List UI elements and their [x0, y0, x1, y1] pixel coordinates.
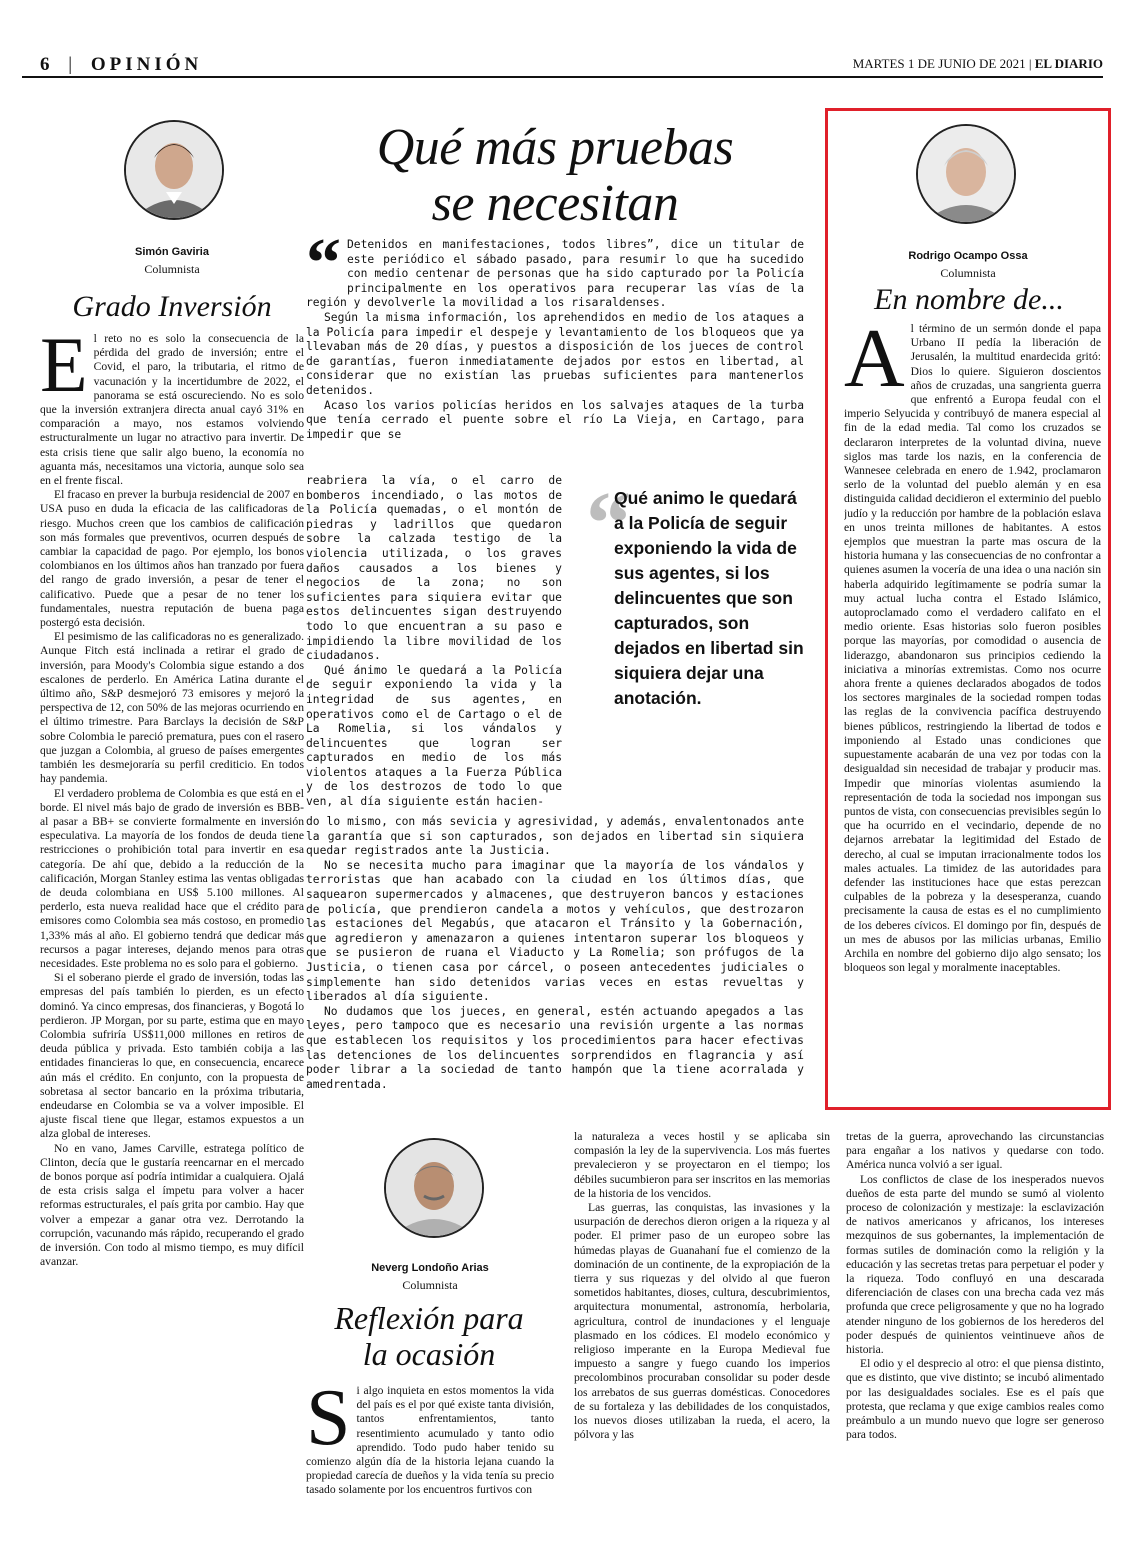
page-number: 6 — [40, 54, 54, 75]
column-title: Grado Inversión — [72, 290, 272, 323]
column-body-1: Si algo inquieta en estos momentos la vida del país es el por qué existe tanta división, tantos enfrentamientos, tanto resentimiento acumulado y tanto odio aprendido. Todo pudo haber tenido su comienzo algún día de la historia lejana cuando la propiedad carecía de dueños y la vida tenía su precio tasado solamente por los encuentros furtivos con — [306, 1384, 554, 1497]
drop-cap: S — [306, 1384, 351, 1462]
drop-cap: E — [40, 332, 88, 408]
author-role: Columnista — [940, 266, 996, 280]
avatar — [384, 1138, 484, 1238]
section-header: 6 | OPINIÓN — [40, 54, 203, 75]
editorial-title: Qué más pruebas se necesitan — [376, 119, 734, 232]
editorial-body-bottom: do lo mismo, con más sevicia y agresividad, y además, envalentonados ante la garantía que si son capturados, son dejados en libertad sin siquiera quedar registrados ante la Justicia. No se necesita mucho para imaginar que la mayoría de los vándalos y terroristas que han acabado con la ciudad en los últimos días, que saquearon supermercados y almacenes, que destruyeron bancos y estaciones de policía, que prendieron candela a motos y vehículos, que destrozaron las estaciones del Megabús, que atacaron el Tránsito y la Gobernación, que agredieron y amenazaron a quienes intentaron superar los bloqueos y que se pusieron de ruana el Viaducto y La Romelia; son prófugos de la Justicia, o tienen casa por cárcel, o poseen antecedentes judiciales o simplemente han sido detenidos varias veces en estas revueltas y liberados al día siguiente. No dudamos que los jueces, en general, estén actuando apegados a las leyes, pero tampoco que es necesario una revisión urgente a las normas que establecen los requisitos y los procedimientos para hacer efectivas las detenciones de los delincuentes sorprendidos en flagrancia y así poder librar a la sociedad de tanto hampón que la tiene acorralada y amedrentada. — [306, 815, 804, 1091]
portrait-image — [918, 126, 1014, 222]
pullquote-icon: “ — [586, 474, 631, 573]
column-body-3: tretas de la guerra, aprovechando las circunstancias para engañar a los nativos y quedarse con todo. América nunca volvió a ser igual. Los conflictos de clase de los inesperados nuevos dueños de esta parte del mundo se sumó al violento proceso de colonización y mestizaje: la esclavización de nativos americanos y africanos, los intereses mezquinos de sus gobernantes, la implementación de formas sutiles de dominación como la religión y la educación y las secretas tretas para perpetuar el poder y la riqueza. Todo confluyó en una descarada diferenciación de clases con una brecha cada vez más profunda que crece peligrosamente y que no ha logrado atender ninguno de los gobiernos de los herederos del poder después de quinientos veintinueve años de historia. El odio y el desprecio al otro: el que piensa distinto, que es distinto, que vive distinto; se incubó alimentado por las desigualdades sociales. Ese es el país que protesta, que reclama y que exige cambios reales como preámbulo a un mundo nuevo que logre ser generoso para todos. — [846, 1130, 1104, 1442]
column-title: En nombre de... — [874, 283, 1064, 316]
author-name: Simón Gaviria — [135, 246, 209, 258]
header-rule — [22, 76, 1103, 78]
author-role: Columnista — [402, 1278, 458, 1292]
issue-date: MARTES 1 DE JUNIO DE 2021 | EL DIARIO — [852, 56, 1103, 71]
open-quote-icon: “ — [306, 225, 341, 302]
pullquote: Qué animo le quedará a la Policía de seguir exponiendo la vida de sus agentes, si los delincuentes que son capturados, son dejados en libertad sin siquiera dejar una anotación. — [614, 488, 804, 708]
avatar — [124, 120, 224, 220]
column-title: Reflexión para la ocasión — [334, 1300, 524, 1372]
author-name: Rodrigo Ocampo Ossa — [908, 250, 1028, 262]
editorial-body-narrow: reabriera la vía, o el carro de bomberos incendiado, o las motos de la Policía quemadas, o el montón de piedras y ladrillos que quedaron sobre la calzada testigo de la violencia utilizada, o los graves daños causados a los bienes y negocios de la zona; no son suficientes para siquiera evitar que estos delincuentes sigan destruyendo todo lo que encuentran a su paso e impidiendo la libre movilidad de los ciudadanos. Qué ánimo le quedará a la Policía de seguir exponiendo la vida y la integridad de sus agentes, en operativos como el de Cartago o el de La Romelia, si los vándalos y delincuentes que logran ser capturados en medio de los más violentos ataques a la Fuerza Pública y de los destrozos de todo lo que ven, al día siguiente están hacien- — [306, 474, 562, 809]
column-body: El reto no es solo la consecuencia de la pérdida del grado de inversión; entre el Covid, el paro, la tributaria, el ritmo de vacunación y la incertidumbre de 2022, el panorama se está oscureciendo. No es solo que la inversión extranjera directa anual cayó 31% en comparación a mayo, nos estamos volviendo estructuralmente un lugar no atractivo para invertir. De esta crisis tiene que salir algo bueno, la economía no aguanta más, necesitamos una victoria, aunque solo sea en el frente fiscal. El fracaso en prever la burbuja residencial de 2007 en USA puso en duda la eficacia de las calificadoras de riesgo. Muchos creen que los cambios de calificación son más formales que preventivos, ocurren después de cambiar la capacidad de pago. Por ejemplo, los bonos colombianos en los últimos años han tranzado por fuera del rango de grado inversión, a pesar de tener el calificativo. Puede que a pesar de no tener los fundamentales, nuestra reputación de buena paga postergó esta decisión. El pesimismo de las calificadoras no es generalizado. Aunque Fitch está inclinada a retirar el grado de inversión, para Moody's Colombia sigue estando a dos escalones de perderlo. En América Latina durante el último año, S&P desmejoró 73 emisores y mejoró la perspectiva de 12, con 50% de las mejoras ocurriendo en el último trimestre. Para Barclays la decisión de S&P sobre Colombia le pareció prematura, pues con el rasero que juzgan a Colombia, al grueso de países emergentes también les desmejoraría su perfil crediticio. En todos hay pandemia. El verdadero problema de Colombia es que está en el borde. El nivel más bajo de grado de inversión es BBB- al pasar a BB+ se convierte formalmente en inversión especulativa. La mayoría de los fondos de deuda tiene restricciones o prohibición total para invertir en esa categoría. De ahí que, debido a la reducción de la calificación, Morgan Stanley estima las ventas obligadas de deuda colombiana en US$ 5.100 millones. Al perderlo, esta nueva realidad hace que el crédito para emisores como Colombia sea más costoso, en promedio 1,33% más al año. El gobierno tendrá que dedicar más recursos a pagar intereses, dejando menos para otras necesidades. Este problema no es solo para el gobierno. Si el soberano pierde el grado de inversión, todas las empresas del país también lo pierden, es un efecto dominó. Ya cinco empresas, dos financieras, y Bogotá lo perdieron. JP Morgan, por su parte, estima que en mayo Colombia sufriría US$11,000 millones en retiros de deuda pública y privada. Esto también cobija a las entidades financieras lo que, en consecuencia, encarece aún más el crédito. En conjunto, con la propuesta de sobretasa al sector bancario en la próxima tributaria, endeudarse en Colombia se va a volver imposible. El ajuste fiscal tiene que llegar, estamos expuestos a un alza global de intereses. No en vano, James Carville, estratega político de Clinton, decía que le gustaría reencarnar en el mercado de bonos porque así podría intimidar a cualquiera. Ojalá de esta crisis salga el ímpetu para volver a hacer reformas estructurales, el país grita por cambio. Hay que volver a empezar a ganar otra vez. Derrotando la corrupción, vacunando más rápido, recuperando el grado de inversión. Con todo al mismo tiempo, es muy difícil avanzar. — [40, 332, 304, 1269]
column-body: Al término de un sermón donde el papa Urbano II pedía la liberación de Jerusalén, la multitud enardecida gritó: Dios lo quiere. Siguieron doscientos años de cruzadas, una sangrienta guerra que enfrentó a Europa feudal con el imperio Selyucida y contribuyó de manera especial al fin de la edad media. Tal como los cruzados se declararon interpretes de la voluntad divina, nueve siglos mas tarde los nazis, en la conferencia de Wannesee celebrada en enero de 1.942, proclamaron serlo de la voluntad del pueblo alemán y en esa distinguida calidad decidieron el exterminio del pueblo judío y la reducción por hambre de la población eslava en unos treinta millones de habitantes. A estos ejemplos que muestran la parte mas oscura de la historia humana y las consecuencias de no confrontar a quienes asumen la vocería de una idea o una nación sin haberla adquirido legítimamente se podría sumar la muy actual lucha contra el Estado Islámico, autoproclamado como el verdadero califato en el medio oriente. Esas historias solo fueron posibles porque las mayorías, por comodidad o ausencia de liderazgo, abandonaron sus principios cediendo la iniciativa a minorías extremistas. Como nos ocurre ahora frente a quienes declarados abogados de todos los sectores marginales de la sociedad rompen todas las reglas de la convivencia pacífica destruyendo bienes públicos, restringiendo la libertad de todos e imponiendo al Estado unas condiciones que supuestamente acabarán de una vez por todas con la desigualdad sin necesidad de trabajar y producir mas. Impedir que minorías violentas asumiendo la representación de toda la sociedad nos impongan sus puntos de vista, con consecuencias previsibles según lo que ha ocurrido en el vecindario, depende de no dejarnos arrebatar la legitimidad del Estado de derecho, al cual se imputan irracionalmente todos los males actuales. La timidez de las autoridades para defender las instituciones hace que estas perezcan culpables de la pobreza y la desesperanza, cuando precisamente la causa de estas es el no cumplimiento de los deberes cívicos. El domingo por fin, después de un mes de abusos por las milicias urbanas, Emilio Archila en nombre del gobierno dijo algo sensato; los bloqueos son legal y moralmente inaceptables. — [844, 322, 1101, 975]
author-name: Neverg Londoño Arias — [371, 1262, 489, 1274]
drop-cap: A — [844, 322, 905, 405]
portrait-image — [386, 1140, 482, 1236]
section-name: OPINIÓN — [90, 54, 203, 75]
editorial-body-top: “ Detenidos en manifestaciones, todos libres”, dice un titular de este periódico el sábado pasado, para resumir lo que ha sucedido con medio centenar de personas que ha sido capturado por la Policía principalmente en los operativos para recuperar las vías de la región y devolverle la movilidad a los risaraldenses. Según la misma información, los aprehendidos en medio de los ataques a la Policía para impedir el despeje y levantamiento de los bloqueos que ya llevaban más de 20 días, y puestos a disposición de los jueces de control de garantías, fueron inmediatamente dejados por estos en libertad, al considerar que no existían las pruebas suficientes para mantenerlos detenidos. Acaso los varios policías heridos en los salvajes ataques de la turba que tenía cerrado el puente sobre el río La Vieja, en Cartago, para impedir que se — [306, 225, 804, 441]
column-body-2: la naturaleza a veces hostil y se aplicaba sin compasión la ley de la supervivencia. Los más fuertes prevalecieron y se proyectaron en el tiempo; los débiles sucumbieron para ser inscritos en las memorias de la historia de los vencidos. Las guerras, las conquistas, las invasiones y la usurpación de derechos dieron origen a la riqueza y al poder. El primer paso de un europeo sobre las húmedas playas de Guanahaní fue el comienzo de la dominación de un continente, de la expropiación de la tierra y sus riquezas y del olvido al que fueron sometidos habitantes, dioses, cultura, descubrimientos, arquitectura monumental, astronomía, herbolaria, agricultura, control de inundaciones y el lenguaje plasmado en los códices. El modelo económico y religioso imperante en la Europa Medieval fue impuesto a sangre y fuego cuando los imperios precolombinos procuraban consolidar su poder desde los arrebatos de sus guerras domésticas. Conocedores de su fortaleza y las debilidades de los conquistados, los nuevos dioses utilizaban la rueda, el acero, la pólvora y las — [574, 1130, 830, 1442]
avatar — [916, 124, 1016, 224]
paper-name: EL DIARIO — [1034, 56, 1103, 71]
portrait-image — [126, 122, 222, 218]
author-role: Columnista — [144, 262, 200, 276]
